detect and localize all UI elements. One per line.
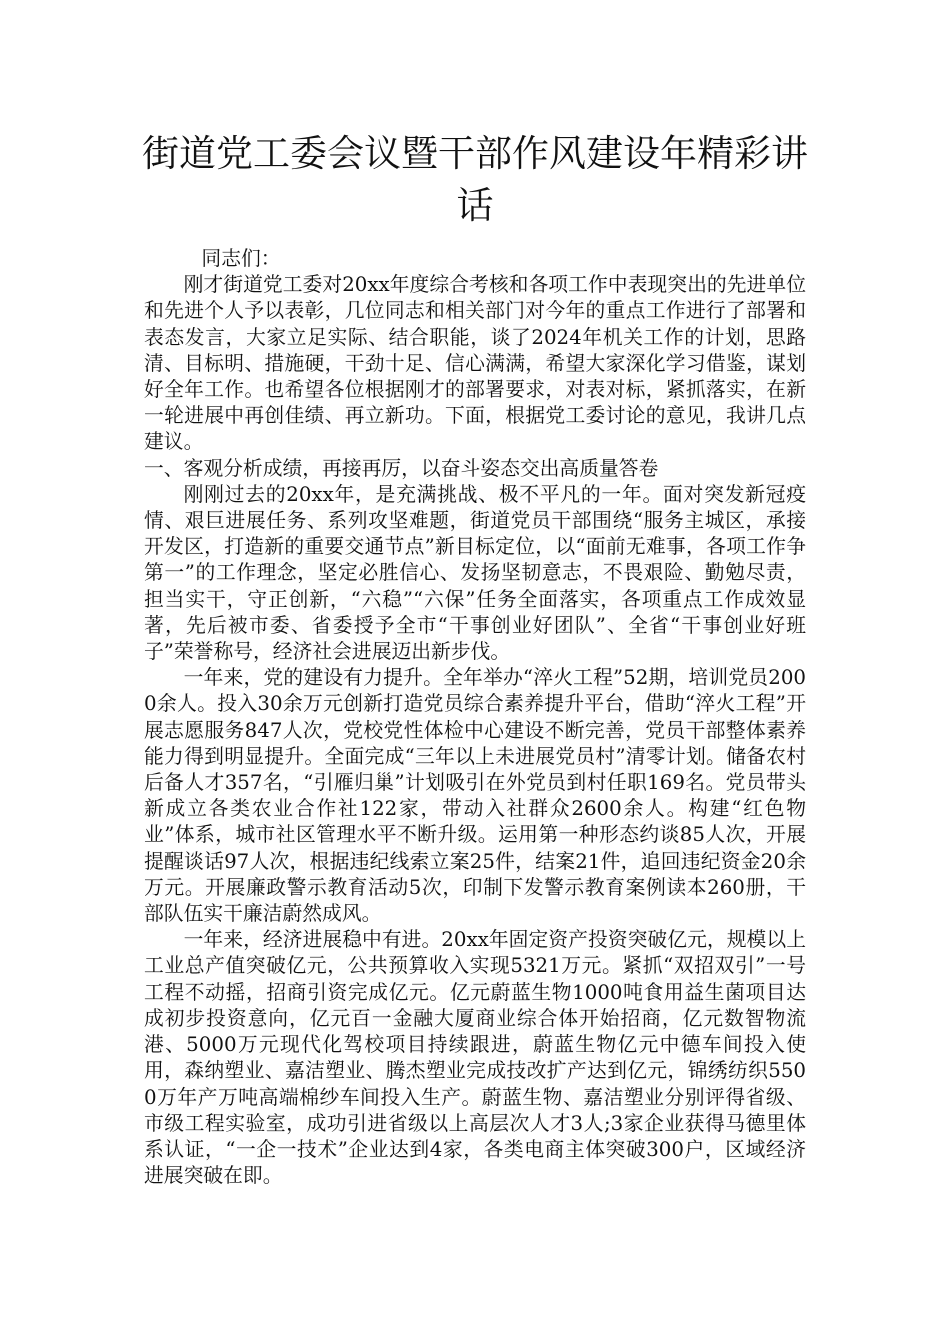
salutation: 同志们： <box>201 247 281 270</box>
paragraph-review: 刚刚过去的20xx年，是充满挑战、极不平凡的一年。面对突发新冠疫情、艰巨进展任务、系列攻坚难题，街道党员干部围绕“服务主城区，承接开发区，打造新的重要交通节点”新目标定位，以“面前无难事，各项工作争第一”的工作理念，坚定必胜信心、发扬坚韧意志，不畏艰险、勤勉尽责，担当实干，守正创新，“六稳”“六保”任务全面落实，各项重点工作成效显著，先后被市委、省委授予全市“干事创业好团队”、全省“干事创业好班子”荣誉称号，经济社会进展迈出新步伐。 <box>144 482 806 664</box>
section-heading: 一、客观分析成绩，再接再厉，以奋斗姿态交出高质量答卷 <box>144 456 659 480</box>
paragraph-opening: 刚才街道党工委对20xx年度综合考核和各项工作中表现突出的先进单位和先进个人予以表彰，几位同志和相关部门对今年的重点工作进行了部署和表态发言，大家立足实际、结合职能，谈了2024年机关工作的计划，思路清、目标明、措施硬，干劲十足、信心满满，希望大家深化学习借鉴，谋划好全年工作。也希望各位根据刚才的部署要求，对表对标，紧抓落实，在新一轮进展中再创佳绩、再立新功。下面，根据党工委讨论的意见，我讲几点建议。 <box>144 273 806 454</box>
document-title: 街道党工委会议暨干部作风建设年精彩讲话 <box>142 132 808 227</box>
document-body <box>144 246 806 1189</box>
paragraph-economy: 一年来，经济进展稳中有进。20xx年固定资产投资突破亿元，规模以上工业总产值突破亿元，公共预算收入实现5321万元。紧抓“双招双引”一号工程不动摇，招商引资完成亿元。亿元蔚蓝生物1000吨食用益生菌项目达成初步投资意向，亿元百一金融大厦商业综合体开始招商，亿元数智物流港、5000万元现代化驾校项目持续跟进，蔚蓝生物亿元中德车间投入使用，森纳塑业、嘉洁塑业、腾杰塑业完成技改扩产达到亿元，锦绣纺织5500万年产万吨高端棉纱车间投入生产。蔚蓝生物、嘉洁塑业分别评得省级、市级工程实验室，成功引进省级以上高层次人才3人;3家企业获得马德里体系认证，“一企一技术”企业达到4家，各类电商主体突破300户，区域经济进展突破在即。 <box>144 928 806 1188</box>
paragraph-party-building: 一年来，党的建设有力提升。全年举办“淬火工程”52期，培训党员2000余人。投入30余万元创新打造党员综合素养提升平台，借助“淬火工程”开展志愿服务847人次，党校党性体检中心建设不断完善，党员干部整体素养能力得到明显提升。全面完成“三年以上未进展党员村”清零计划。储备农村后备人才357名，“引雁归巢”计划吸引在外党员到村任职169名。党员带头新成立各类农业合作社122家，带动入社群众2600余人。构建“红色物业”体系，城市社区管理水平不断升级。运用第一种形态约谈85人次，开展提醒谈话97人次，根据违纪线索立案25件，结案21件，追回违纪资金20余万元。开展廉政警示教育活动5次，印制下发警示教育案例读本260册，干部队伍实干廉洁蔚然成风。 <box>144 666 806 926</box>
